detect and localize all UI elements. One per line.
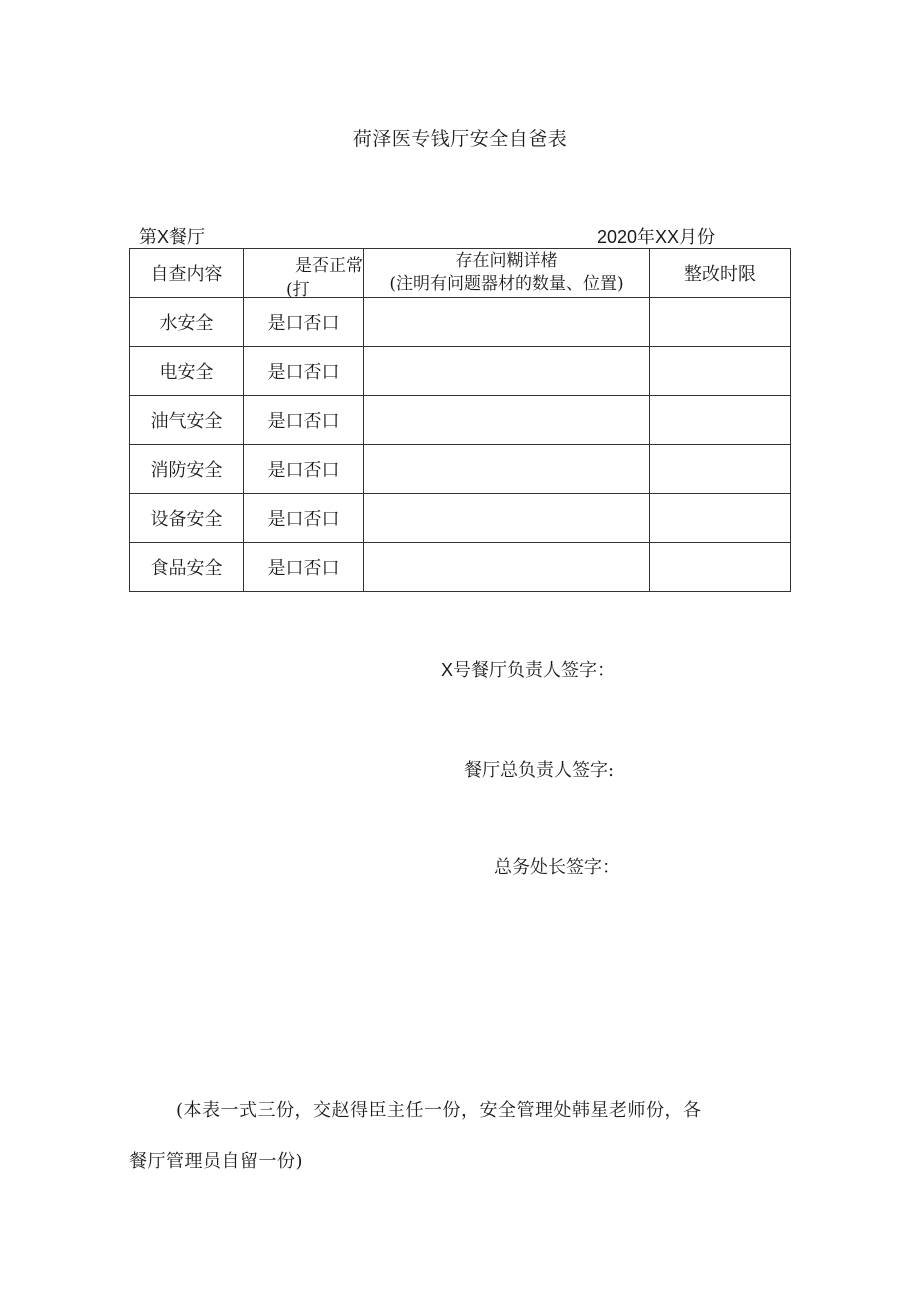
row-status: 是口否口: [244, 543, 364, 592]
row-deadline: [650, 298, 791, 347]
row-detail: [364, 543, 650, 592]
restaurant-prefix: 第X: [139, 227, 170, 247]
row-deadline: [650, 494, 791, 543]
row-detail: [364, 494, 650, 543]
restaurant-suffix: 餐厅: [169, 227, 206, 248]
signature-restaurant-manager: [441, 656, 615, 682]
header-item: 自查内容: [130, 249, 244, 298]
form-title: 荷泽医专钱厅安全自爸表: [352, 128, 568, 150]
row-item: 食品安全: [130, 543, 244, 592]
row-deadline: [650, 347, 791, 396]
header-detail-line2: (注明有问题器材的数量、位置): [389, 274, 624, 294]
signature-general-manager: 餐厅总负责人签字:: [464, 760, 615, 781]
note-line-1: (本表一式三份，交赵得臣主任一份，安全管理处韩星老师份，各: [176, 1100, 702, 1121]
row-detail: [364, 396, 650, 445]
row-deadline: [650, 445, 791, 494]
row-item: 油气安全: [130, 396, 244, 445]
row-status: 是口否口: [244, 396, 364, 445]
row-status: 是口否口: [244, 347, 364, 396]
row-item: 电安全: [130, 347, 244, 396]
header-deadline: 整改时限: [650, 249, 791, 298]
header-status: [244, 249, 364, 298]
row-detail: [364, 445, 650, 494]
header-status-line1: 是否正常: [295, 256, 363, 276]
row-status: 是口否口: [244, 298, 364, 347]
header-detail: [364, 249, 650, 298]
row-item: 水安全: [130, 298, 244, 347]
header-status-line2: (打: [286, 280, 310, 300]
signature-restaurant-prefix: X: [441, 660, 454, 680]
signature-director: 总务处长签字：: [494, 857, 620, 878]
row-deadline: [650, 543, 791, 592]
row-item: 设备安全: [130, 494, 244, 543]
table-header-row: [130, 249, 791, 298]
month-label: 2020年XX月份: [597, 227, 716, 247]
table-row: [130, 494, 791, 543]
row-detail: [364, 347, 650, 396]
signature-restaurant-text: 号餐厅负责人签字：: [453, 660, 616, 681]
row-item: 消防安全: [130, 445, 244, 494]
table-row: [130, 445, 791, 494]
header-detail-line1: 存在问糊详楮: [455, 251, 558, 271]
row-status: 是口否口: [244, 445, 364, 494]
safety-check-table: [129, 248, 791, 592]
table-row: [130, 347, 791, 396]
table-row: [130, 298, 791, 347]
table-row: [130, 396, 791, 445]
table-row: [130, 543, 791, 592]
row-deadline: [650, 396, 791, 445]
note-line-2: 餐厅管理员自留一份): [129, 1151, 304, 1172]
row-status: 是口否口: [244, 494, 364, 543]
row-detail: [364, 298, 650, 347]
restaurant-label: [139, 223, 205, 249]
